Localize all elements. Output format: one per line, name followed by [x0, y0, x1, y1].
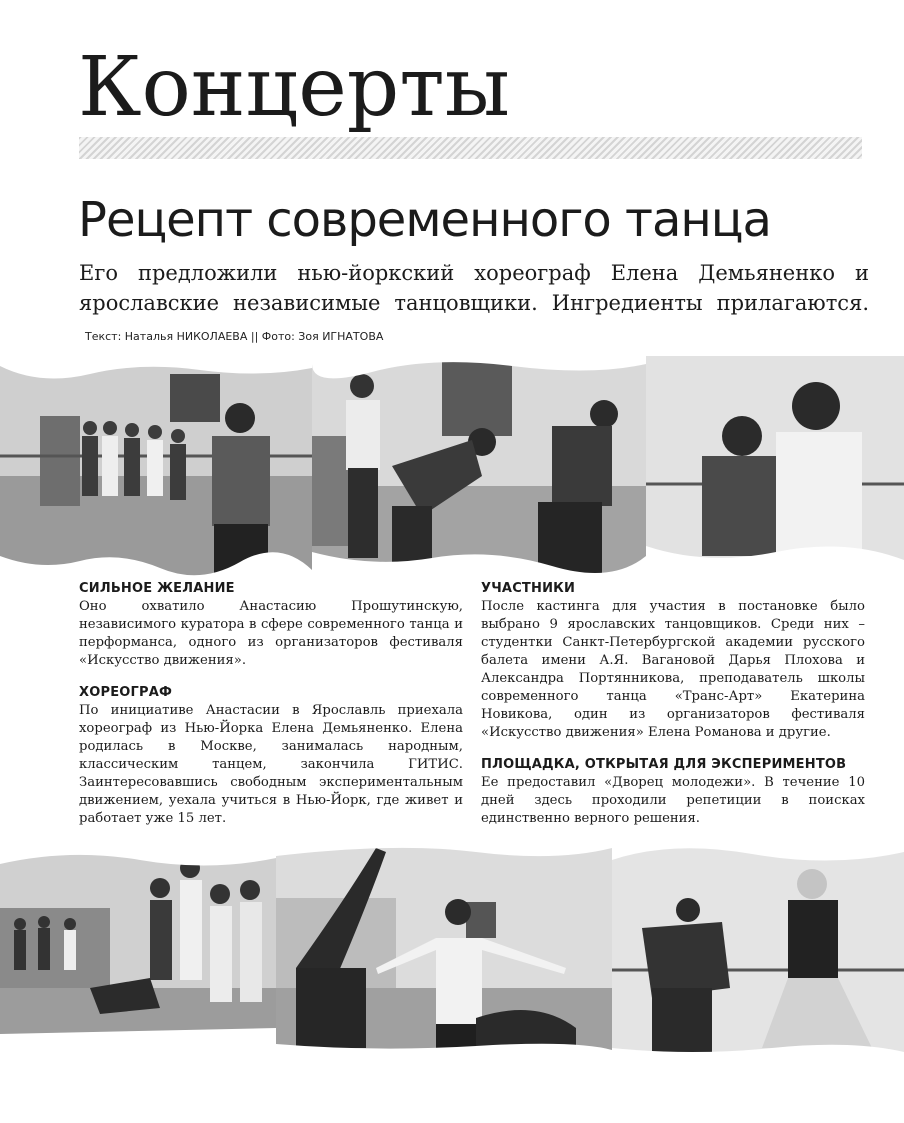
- photo-rehearsal-line: [0, 356, 312, 582]
- subheading-participants: УЧАСТНИКИ: [481, 581, 576, 596]
- subheading-strong-desire: СИЛЬНОЕ ЖЕЛАНИЕ: [79, 581, 235, 596]
- photo-band-bottom: [0, 838, 904, 1064]
- photo-group-hall: [0, 838, 276, 1064]
- subheading-choreographer: ХОРЕОГРАФ: [79, 685, 173, 700]
- article-lead: [79, 258, 869, 352]
- photo-arms-outstretched: [276, 838, 612, 1064]
- photo-dancers-bending: [312, 356, 646, 582]
- article-headline: Рецепт современного танца: [78, 192, 771, 248]
- photo-two-women: [646, 356, 904, 582]
- column-left: [79, 580, 463, 842]
- column-right: [481, 580, 865, 842]
- paragraph-choreographer: По инициативе Анастасии в Ярославль приехала хореограф из Нью-Йорка Елена Демьяненко. Елена родилась в Москве, занималась народным, классическим танцем, закончила ГИТИС. Заинтересовавшись свободным экспериментальным движением, уехала учиться в Нью-Йорк, где живет и работает уже 15 лет.: [79, 703, 463, 826]
- subheading-venue: ПЛОЩАДКА, ОТКРЫТАЯ ДЛЯ ЭКСПЕРИМЕНТОВ: [481, 757, 847, 772]
- paragraph-venue: Ее предоставил «Дворец молодежи». В течение 10 дней здесь проходили репетиции в поисках единственно верного решения.: [481, 775, 865, 826]
- hatched-divider: [79, 137, 862, 159]
- photo-credit: Текст: Наталья НИКОЛАЕВА || Фото: Зоя ИГНАТОВА: [85, 330, 384, 343]
- paragraph-strong-desire: Оно охватило Анастасию Прошутинскую, независимого куратора в сфере современного танца и перформанса, одного из организаторов фестиваля «Искусство движения».: [79, 599, 463, 668]
- photo-band-top: [0, 356, 904, 582]
- section-title: Концерты: [78, 40, 510, 135]
- paragraph-participants: После кастинга для участия в постановке было выбрано 9 ярославских танцовщиков. Среди них – студентки Санкт-Петербургской академии русского балета имени А.Я. Вагановой Дарья Плохова и Александра Портянникова, преподаватель школы современного танца «Транс-Арт» Екатерина Новикова, один из организаторов фестиваля «Искусство движения» Елена Романова и другие.: [481, 599, 865, 740]
- photo-dancer-power-shirt: [612, 838, 904, 1064]
- lead-text: Его предложили нью-йоркский хореограф Елена Демьяненко и ярославские независимые танцовщики. Ингредиенты прилагаются.: [79, 261, 869, 315]
